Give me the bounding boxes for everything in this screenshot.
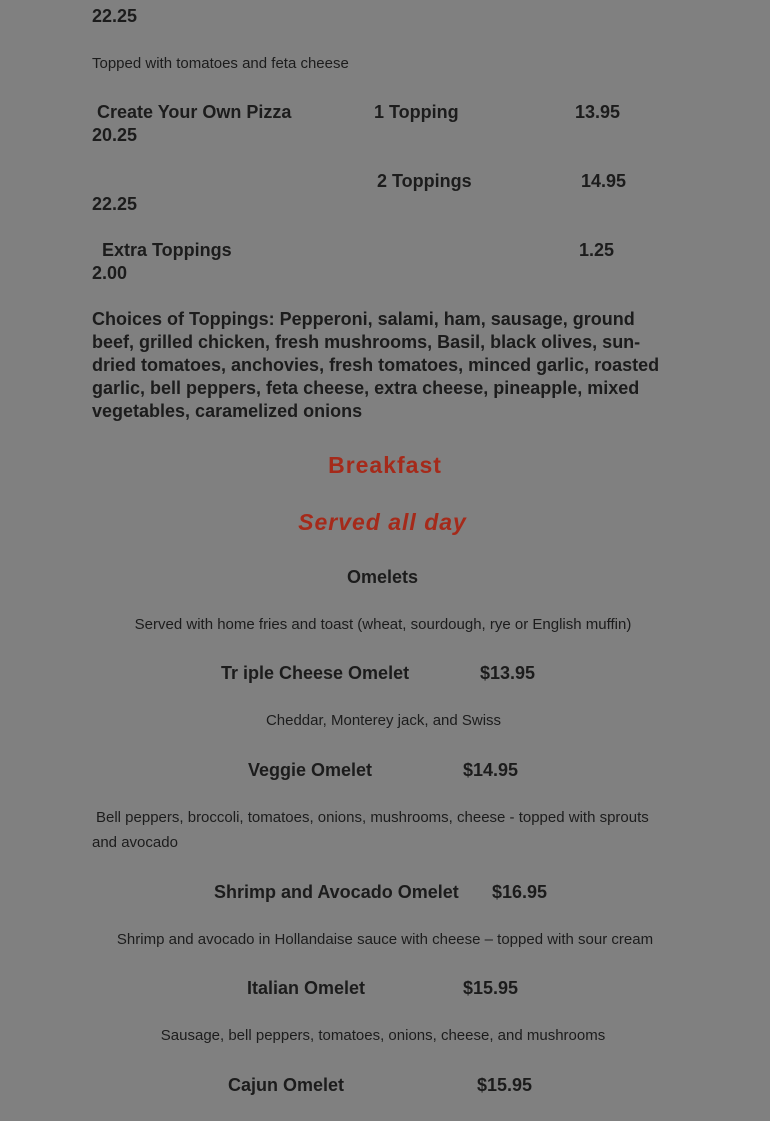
omelet-desc: Sausage, bell peppers, tomatoes, onions, cheese, and mushrooms — [160, 1027, 606, 1044]
omelet-name: Tr iple Cheese Omelet — [221, 663, 410, 683]
breakfast-subheading: Served all day — [298, 509, 467, 535]
one-topping-price-large: 20.25 — [92, 125, 138, 145]
one-topping-label: 1 Topping — [374, 102, 459, 122]
breakfast-heading: Breakfast — [328, 452, 442, 478]
pizza-topped-desc: Topped with tomatoes and feta cheese — [92, 55, 349, 72]
two-toppings-label: 2 Toppings — [377, 171, 472, 191]
omelets-note: Served with home fries and toast (wheat, sourdough, rye or English muffin) — [134, 616, 632, 633]
create-your-own-label: Create Your Own Pizza — [97, 102, 292, 122]
omelet-desc: Cheddar, Monterey jack, and Swiss — [265, 712, 502, 729]
omelet-name: Veggie Omelet — [248, 760, 373, 780]
omelet-price: $15.95 — [477, 1075, 533, 1095]
pizza-top-price: 22.25 — [92, 6, 138, 26]
omelet-name: Italian Omelet — [247, 978, 366, 998]
omelet-price: $16.95 — [492, 882, 548, 902]
omelet-name: Shrimp and Avocado Omelet — [214, 882, 459, 902]
omelet-name: Cajun Omelet — [228, 1075, 345, 1095]
omelets-heading: Omelets — [346, 567, 419, 587]
two-toppings-price-large: 22.25 — [92, 194, 138, 214]
omelet-price: $14.95 — [463, 760, 519, 780]
omelet-desc: Shrimp and avocado in Hollandaise sauce with cheese – topped with sour cream — [116, 931, 654, 948]
one-topping-price-small: 13.95 — [575, 102, 621, 122]
extra-toppings-label: Extra Toppings — [102, 240, 232, 260]
omelet-price: $15.95 — [463, 978, 519, 998]
omelet-desc: Bell peppers, broccoli, tomatoes, onions, mushrooms, cheese - topped with sprouts and avocado — [92, 809, 649, 851]
two-toppings-price-small: 14.95 — [581, 171, 627, 191]
omelet-price: $13.95 — [480, 663, 536, 683]
extra-toppings-price-large: 2.00 — [92, 263, 128, 283]
toppings-choices: Choices of Toppings: Pepperoni, salami, ham, sausage, ground beef, grilled chicken, fresh mushrooms, Basil, black olives, sun-dried tomatoes, anchovies, fresh tomatoes, minced garlic, roasted garlic, bell peppers, feta cheese, extra cheese, pineapple, mixed vegetables, caramelized onions — [92, 309, 660, 421]
extra-toppings-price-small: 1.25 — [579, 240, 615, 260]
